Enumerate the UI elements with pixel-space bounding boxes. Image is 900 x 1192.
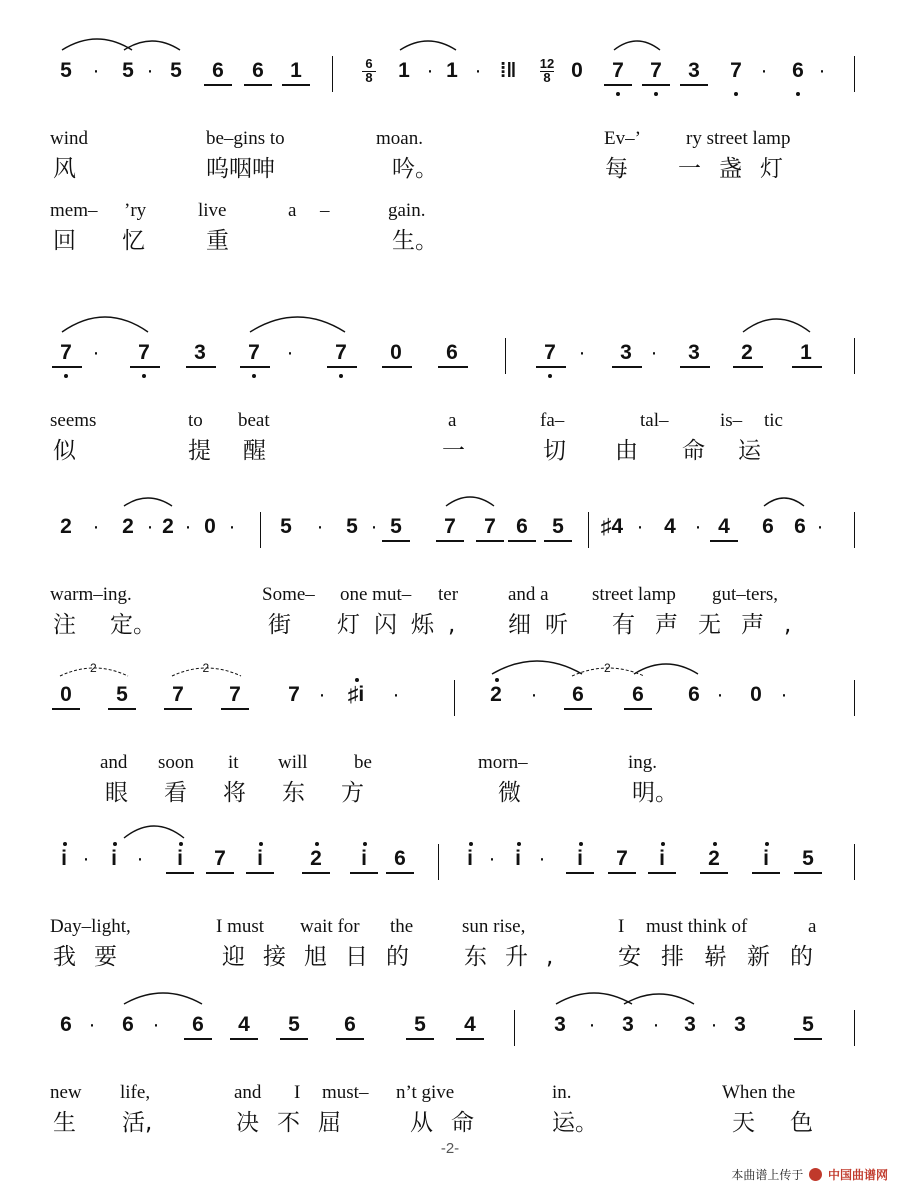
octave-dot-below	[548, 374, 552, 378]
slur-arc	[624, 994, 694, 1004]
english-lyric: one mut–	[340, 584, 412, 605]
note: 6	[688, 683, 700, 706]
note: 6	[794, 515, 806, 538]
slur-arc	[743, 319, 810, 332]
english-lyric: seems	[50, 410, 97, 431]
augmentation-dot: ·	[474, 59, 482, 82]
octave-dot-below	[142, 374, 146, 378]
chinese-lyric: 我要	[53, 944, 135, 970]
english-lyric: –	[320, 200, 330, 221]
beam-underline	[130, 366, 160, 368]
augmentation-dot: ·	[146, 515, 154, 538]
note: 5	[390, 515, 402, 538]
note: 2	[708, 847, 720, 870]
augmentation-dot: ·	[92, 341, 100, 364]
note: i	[659, 847, 665, 870]
note: 7	[335, 341, 347, 364]
beam-underline	[221, 708, 249, 710]
note: 2	[490, 683, 502, 706]
english-lyric: I	[294, 1082, 301, 1103]
beam-underline	[604, 84, 632, 86]
time-signature: 12 8	[539, 56, 555, 85]
beam-underline	[52, 366, 82, 368]
augmentation-dot: ·	[426, 59, 434, 82]
english-lyric: When the	[722, 1082, 796, 1103]
chinese-lyric: 由	[615, 438, 638, 464]
note: 6	[762, 515, 774, 538]
credit-prefix: 本曲谱上传于	[731, 1168, 804, 1182]
note: 7	[248, 341, 260, 364]
english-lyric: n’t give	[396, 1082, 455, 1103]
english-lyric: sun rise,	[462, 916, 526, 937]
chinese-lyric: 每	[605, 156, 628, 182]
note: 2	[310, 847, 322, 870]
slur-arc	[614, 41, 660, 50]
beam-underline	[436, 540, 464, 542]
english-lyric: mem–	[50, 200, 98, 221]
beam-underline	[166, 872, 194, 874]
note: 7	[444, 515, 456, 538]
note: i	[177, 847, 183, 870]
augmentation-dot: ·	[636, 515, 644, 538]
chinese-lyric: 细听	[508, 612, 582, 638]
augmentation-dot: ·	[146, 59, 154, 82]
note: 3	[554, 1013, 566, 1036]
chinese-lyric: 一盏灯	[678, 156, 801, 182]
note: 2	[162, 515, 174, 538]
english-lyric: Some–	[262, 584, 315, 605]
note: 7	[288, 683, 300, 706]
slur-layer	[0, 294, 900, 354]
note: 0	[204, 515, 216, 538]
chinese-lyric: 重	[206, 228, 229, 254]
english-lyric: be–gins to	[206, 128, 285, 149]
note: 5	[116, 683, 128, 706]
note: 4	[664, 515, 676, 538]
augmentation-dot: ·	[92, 59, 100, 82]
chinese-lyric: 注	[53, 612, 76, 638]
note: 3	[622, 1013, 634, 1036]
chinese-lyric: 东升,	[464, 944, 572, 970]
beam-underline	[280, 1038, 308, 1040]
english-lyric: gut–ters,	[712, 584, 778, 605]
slur-arc	[492, 661, 582, 674]
beam-underline	[733, 366, 763, 368]
english-lyric: it	[228, 752, 239, 773]
note: i	[577, 847, 583, 870]
beam-underline	[184, 1038, 212, 1040]
note: 5	[60, 59, 72, 82]
slur-layer	[0, 468, 900, 528]
slur-arc	[764, 498, 804, 506]
beam-underline	[624, 708, 652, 710]
english-lyric: will	[278, 752, 308, 773]
beam-underline	[327, 366, 357, 368]
english-lyric: to	[188, 410, 203, 431]
english-lyric: ter	[438, 584, 459, 605]
note: 3	[688, 341, 700, 364]
augmentation-dot: ·	[652, 1013, 660, 1036]
tuplet-number: 2	[90, 661, 97, 675]
augmentation-dot: ·	[88, 1013, 96, 1036]
beam-underline	[438, 366, 468, 368]
chinese-lyric: 眼看将东方	[105, 780, 400, 806]
english-lyric: in.	[552, 1082, 572, 1103]
note: 7	[229, 683, 241, 706]
chinese-lyric: 街	[268, 612, 291, 638]
chinese-lyric: 微	[498, 780, 521, 806]
octave-dot-below	[616, 92, 620, 96]
chinese-lyric: 色	[790, 1110, 813, 1136]
slur-arc	[634, 664, 698, 674]
slur-arc	[62, 317, 148, 332]
beam-underline	[544, 540, 572, 542]
note: 0	[571, 59, 583, 82]
note: 5	[802, 1013, 814, 1036]
chinese-lyric: 从命	[410, 1110, 492, 1136]
chinese-lyric: 吟。	[392, 156, 438, 182]
augmentation-dot: ·	[650, 341, 658, 364]
beam-underline	[108, 708, 136, 710]
chinese-lyric: 提	[188, 438, 211, 464]
english-lyric: moan.	[376, 128, 423, 149]
augmentation-dot: ·	[530, 683, 538, 706]
augmentation-dot: ·	[184, 515, 192, 538]
augmentation-dot: ·	[578, 341, 586, 364]
note: 7	[544, 341, 556, 364]
beam-underline	[608, 872, 636, 874]
note: 4	[238, 1013, 250, 1036]
note: 7	[60, 341, 72, 364]
chinese-lyric: 迎接旭日的	[222, 944, 427, 970]
octave-dot-below	[734, 92, 738, 96]
note: 6	[252, 59, 264, 82]
chinese-lyric: 运。	[552, 1110, 598, 1136]
beam-underline	[612, 366, 642, 368]
octave-dot-below	[252, 374, 256, 378]
english-lyric: I must	[216, 916, 265, 937]
slur-arc	[124, 993, 202, 1004]
note: 1	[290, 59, 302, 82]
chinese-lyric: 定。	[110, 612, 156, 638]
augmentation-dot: ·	[816, 515, 824, 538]
english-lyric: be	[354, 752, 372, 773]
note: 5	[122, 59, 134, 82]
note: i	[467, 847, 473, 870]
note: i	[61, 847, 67, 870]
chinese-lyric: 风	[53, 156, 76, 182]
beam-underline	[52, 708, 80, 710]
slur-layer	[0, 12, 900, 72]
chinese-lyric: 运	[738, 438, 761, 464]
chinese-lyric: 忆	[122, 228, 145, 254]
note: 7	[484, 515, 496, 538]
augmentation-dot: ·	[694, 515, 702, 538]
note: 6	[60, 1013, 72, 1036]
english-lyric: wind	[50, 128, 88, 149]
beam-underline	[794, 1038, 822, 1040]
time-signature: 6 8	[354, 56, 384, 88]
logo-icon	[809, 1168, 822, 1181]
english-lyric: street lamp	[592, 584, 676, 605]
beam-underline	[566, 872, 594, 874]
beam-underline	[282, 84, 310, 86]
english-lyric: ing.	[628, 752, 658, 773]
note: 7	[612, 59, 624, 82]
beam-underline	[536, 366, 566, 368]
note: i	[763, 847, 769, 870]
slur-arc	[124, 41, 180, 50]
note: i	[111, 847, 117, 870]
chinese-lyric: 生。	[392, 228, 438, 254]
note: 7	[172, 683, 184, 706]
english-lyric: Day–light,	[50, 916, 131, 937]
english-lyric: ’ry	[124, 200, 147, 221]
english-lyric: wait for	[300, 916, 360, 937]
note: 6	[394, 847, 406, 870]
note: i	[515, 847, 521, 870]
english-lyric: warm–ing.	[50, 584, 132, 605]
note: i	[257, 847, 263, 870]
note: 6	[572, 683, 584, 706]
beam-underline	[700, 872, 728, 874]
augmentation-dot: ·	[760, 59, 768, 82]
chinese-lyric: 回	[53, 228, 76, 254]
english-lyric: I	[618, 916, 625, 937]
beam-underline	[476, 540, 504, 542]
slur-layer	[0, 636, 900, 696]
note: 1	[800, 341, 812, 364]
english-lyric: and	[234, 1082, 262, 1103]
slur-arc	[556, 993, 632, 1004]
note: 2	[122, 515, 134, 538]
chinese-lyric: 有声无声,	[612, 612, 812, 638]
english-lyric: life,	[120, 1082, 151, 1103]
beam-underline	[204, 84, 232, 86]
english-lyric: fa–	[540, 410, 565, 431]
repeat-sign: ⁞‖	[499, 60, 517, 82]
beam-underline	[642, 84, 670, 86]
augmentation-dot: ·	[710, 1013, 718, 1036]
english-lyric: beat	[238, 410, 270, 431]
chinese-lyric: 醒	[243, 438, 266, 464]
augmentation-dot: ·	[92, 515, 100, 538]
upload-credit	[731, 1166, 888, 1183]
note: 5	[170, 59, 182, 82]
english-lyric: tal–	[640, 410, 669, 431]
note: 6	[122, 1013, 134, 1036]
tuplet-number: 2	[202, 661, 210, 675]
octave-dot-below	[339, 374, 343, 378]
beam-underline	[230, 1038, 258, 1040]
augmentation-dot: ·	[152, 1013, 160, 1036]
english-lyric: Ev–’	[604, 128, 641, 149]
note: 5	[288, 1013, 300, 1036]
note: 5	[280, 515, 292, 538]
chinese-lyric: 安排崭新的	[618, 944, 833, 970]
augmentation-dot: ·	[780, 683, 788, 706]
note: 3	[620, 341, 632, 364]
credit-brand: 中国曲谱网	[827, 1168, 888, 1182]
beam-underline	[386, 872, 414, 874]
note: 6	[516, 515, 528, 538]
slur-arc	[446, 497, 494, 506]
beam-underline	[680, 84, 708, 86]
english-lyric: soon	[158, 752, 194, 773]
slur-arc	[250, 317, 345, 332]
note: 6	[632, 683, 644, 706]
english-lyric: ry street lamp	[686, 128, 791, 149]
slur-arc	[124, 498, 172, 506]
note: 3	[684, 1013, 696, 1036]
augmentation-dot: ·	[392, 683, 400, 706]
octave-dot-below	[654, 92, 658, 96]
english-lyric: a	[448, 410, 457, 431]
augmentation-dot: ·	[716, 683, 724, 706]
page-number: -2-	[440, 1140, 460, 1157]
chinese-lyric: 天	[732, 1110, 755, 1136]
note: 7	[650, 59, 662, 82]
note: 3	[688, 59, 700, 82]
chinese-lyric: 似	[53, 438, 76, 464]
note: 5	[802, 847, 814, 870]
note: 2	[741, 341, 753, 364]
chinese-lyric: 生	[53, 1110, 76, 1136]
slur-arc	[124, 826, 184, 838]
note: 4	[718, 515, 730, 538]
note: i	[361, 847, 367, 870]
note: 5	[346, 515, 358, 538]
chinese-lyric: 呜咽呻	[206, 156, 275, 182]
octave-dot-below	[796, 92, 800, 96]
note: 3	[734, 1013, 746, 1036]
english-lyric: a	[808, 916, 817, 937]
augmentation-dot: ·	[588, 1013, 596, 1036]
note: 0	[390, 341, 402, 364]
english-lyric: live	[198, 200, 227, 221]
beam-underline	[648, 872, 676, 874]
beam-underline	[792, 366, 822, 368]
beam-underline	[336, 1038, 364, 1040]
english-lyric: tic	[764, 410, 783, 431]
tuplet-number: 2	[604, 661, 611, 675]
beam-underline	[564, 708, 592, 710]
tuplet-bracket	[572, 668, 644, 676]
english-lyric: is–	[720, 410, 743, 431]
augmentation-dot: ·	[818, 59, 826, 82]
note: 5	[414, 1013, 426, 1036]
beam-underline	[752, 872, 780, 874]
note: 7	[138, 341, 150, 364]
note: 7	[214, 847, 226, 870]
beam-underline	[164, 708, 192, 710]
english-lyric: the	[390, 916, 414, 937]
note: 6	[792, 59, 804, 82]
note: 2	[60, 515, 72, 538]
chinese-lyric: 明。	[632, 780, 678, 806]
augmentation-dot: ·	[538, 847, 546, 870]
beam-underline	[186, 366, 216, 368]
beam-underline	[680, 366, 710, 368]
slur-arc	[62, 39, 132, 50]
english-lyric: and	[100, 752, 128, 773]
tuplet-bracket	[60, 668, 128, 676]
english-lyric: and a	[508, 584, 549, 605]
chinese-lyric: 活,	[122, 1110, 153, 1136]
note: 4	[464, 1013, 476, 1036]
note: 0	[750, 683, 762, 706]
english-lyric: new	[50, 1082, 82, 1103]
augmentation-dot: ·	[316, 515, 324, 538]
note: 6	[192, 1013, 204, 1036]
slur-arc	[400, 41, 456, 50]
note: 3	[194, 341, 206, 364]
english-lyric: a	[288, 200, 297, 221]
beam-underline	[240, 366, 270, 368]
chinese-lyric: 决不屈	[236, 1110, 359, 1136]
note: 6	[446, 341, 458, 364]
english-lyric: must–	[322, 1082, 369, 1103]
note: 6	[212, 59, 224, 82]
note: 0	[60, 683, 72, 706]
note: 1	[446, 59, 458, 82]
chinese-lyric: 切	[543, 438, 566, 464]
augmentation-dot: ·	[318, 683, 326, 706]
augmentation-dot: ·	[488, 847, 496, 870]
chinese-lyric: 灯闪烁,	[337, 612, 470, 638]
beam-underline	[508, 540, 536, 542]
beam-underline	[350, 872, 378, 874]
note: 6	[344, 1013, 356, 1036]
beam-underline	[710, 540, 738, 542]
note: 5	[552, 515, 564, 538]
chinese-lyric: 命	[682, 438, 705, 464]
octave-dot-below	[64, 374, 68, 378]
beam-underline	[382, 366, 412, 368]
augmentation-dot: ·	[82, 847, 90, 870]
beam-underline	[794, 872, 822, 874]
augmentation-dot: ·	[136, 847, 144, 870]
slur-layer	[0, 966, 900, 1026]
beam-underline	[456, 1038, 484, 1040]
note: 7	[616, 847, 628, 870]
beam-underline	[244, 84, 272, 86]
beam-underline	[206, 872, 234, 874]
augmentation-dot: ·	[370, 515, 378, 538]
beam-underline	[302, 872, 330, 874]
tuplet-bracket	[172, 668, 241, 676]
note: ♯4	[600, 515, 624, 538]
note: ♯i	[347, 683, 365, 706]
beam-underline	[382, 540, 410, 542]
beam-underline	[246, 872, 274, 874]
beam-underline	[406, 1038, 434, 1040]
note: 7	[730, 59, 742, 82]
augmentation-dot: ·	[228, 515, 236, 538]
english-lyric: must think of	[646, 916, 748, 937]
augmentation-dot: ·	[286, 341, 294, 364]
english-lyric: morn–	[478, 752, 528, 773]
english-lyric: gain.	[388, 200, 426, 221]
note: 1	[398, 59, 410, 82]
slur-layer	[0, 800, 900, 860]
chinese-lyric: 一	[442, 438, 465, 464]
